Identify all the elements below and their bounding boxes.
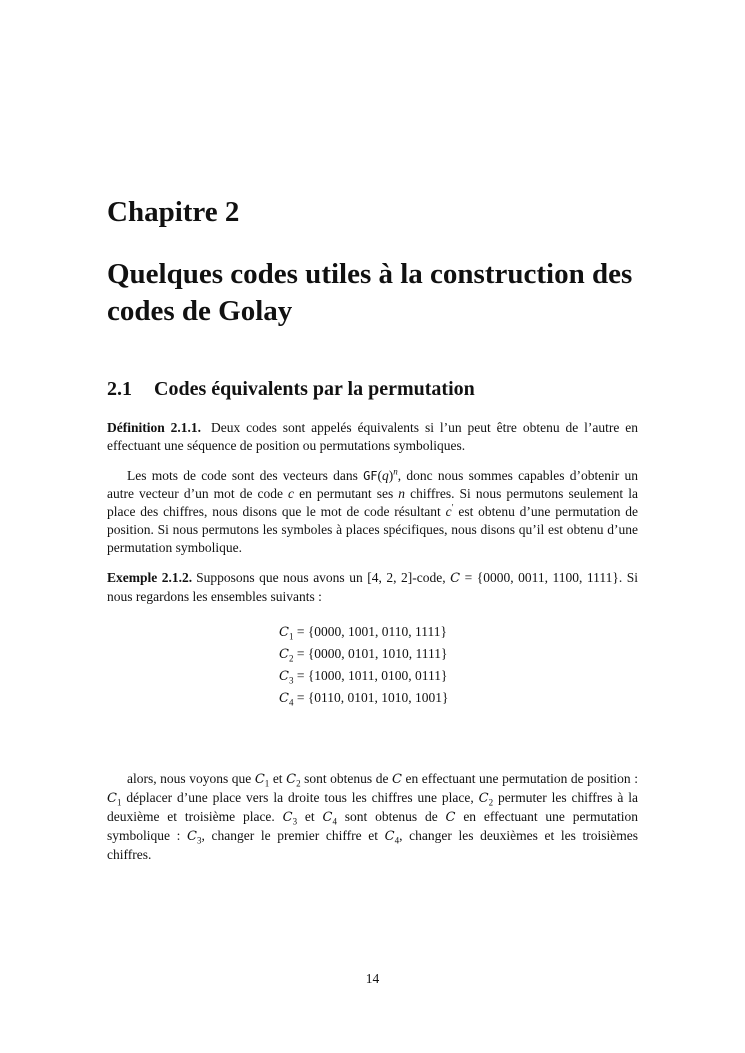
math-subscript: 1: [116, 797, 122, 808]
math-q: q: [382, 468, 389, 483]
chapter-title: Quelques codes utiles à la construction des codes de Golay: [107, 258, 633, 327]
definition-paragraph: [107, 419, 638, 455]
text-run: et: [269, 771, 287, 786]
section-heading: [107, 376, 475, 402]
equation-row: [279, 621, 539, 643]
math-paren: (: [377, 468, 383, 483]
math-code-symbol: C: [445, 810, 456, 825]
math-code-symbol: C: [107, 791, 117, 806]
math-c: c: [288, 486, 295, 501]
math-subscript: 1: [288, 631, 294, 642]
math-subscript: 2: [296, 778, 301, 789]
text-run: , donc nous sommes capables d’obtenir un autre vecteur d’un mot de code: [107, 468, 638, 501]
math-subscript: 4: [332, 816, 337, 827]
math-set: = {0000, 0101, 1010, 1111}: [293, 646, 448, 661]
math-prime: ′: [451, 502, 454, 513]
math-set: = {0000, 1001, 0110, 1111}: [293, 624, 448, 639]
page-number: 14: [365, 971, 380, 986]
text-run: Supposons que nous avons un: [196, 570, 368, 585]
math-code-symbol: C: [187, 829, 197, 844]
text-run: et: [297, 809, 323, 824]
math-code-symbol: C: [279, 691, 289, 706]
definition-text: Deux codes sont appelés équivalents si l’un peut être obtenu de l’autre en effectuant une séquence de position ou permutations symboliques.: [107, 420, 639, 453]
math-code-symbol: C: [478, 791, 489, 806]
text-run: , changer le premier chiffre et: [201, 828, 385, 843]
math-subscript: 3: [288, 675, 294, 686]
equation-row: [279, 643, 539, 665]
math-code-symbol: C: [286, 772, 297, 787]
equation-row: [279, 665, 539, 687]
text-run: en effectuant une permutation symbolique :: [107, 809, 638, 843]
math-code-symbol: C: [279, 669, 289, 684]
math-subscript: 3: [197, 835, 202, 846]
math-subscript: 2: [288, 653, 294, 664]
text-run: Si nous regardons les ensembles suivants :: [107, 570, 638, 604]
math-set: = {1000, 1011, 0100, 0111}: [293, 668, 448, 683]
math-code-definition: = {0000, 0011, 1100, 1111}.: [460, 570, 623, 585]
math-subscript: 4: [288, 697, 294, 708]
math-code-params: [4, 2, 2]: [367, 570, 413, 585]
text-run: , changer les deuxièmes et les troisièmes chiffres.: [107, 828, 638, 862]
math-code-symbol: C: [322, 810, 333, 825]
body-paragraph-2: [107, 770, 638, 864]
math-code-symbol: C: [384, 829, 395, 844]
text-run: -code,: [412, 570, 451, 585]
math-subscript: 3: [292, 816, 298, 827]
math-code-symbol: C: [392, 772, 402, 787]
equation-block: [279, 621, 539, 709]
example-paragraph: [107, 569, 638, 606]
example-label: Exemple 2.1.2.: [107, 570, 193, 585]
math-subscript: 1: [264, 778, 270, 789]
math-code-symbol: C: [282, 810, 293, 825]
text-run: alors, nous voyons que: [127, 771, 255, 786]
math-code-symbol: C: [279, 625, 289, 640]
text-run: permuter les chiffres à la deuxième et troisième place.: [107, 790, 638, 824]
math-code-symbol: C: [254, 772, 265, 787]
text-run: sont obtenus de: [336, 809, 446, 824]
text-run: chiffres. Si nous permutons seulement la place des chiffres, nous disons que le mot de code résultant: [107, 486, 638, 519]
math-code-symbol: C: [279, 647, 289, 662]
math-paren: ): [388, 468, 394, 483]
section-number: 2.1: [107, 378, 132, 400]
section-title: Codes équivalents par la permutation: [154, 378, 475, 400]
text-run: en permutant ses: [294, 486, 399, 501]
definition-label: Définition 2.1.1.: [107, 420, 202, 435]
math-c-prime: c: [445, 504, 452, 519]
math-superscript-n: n: [393, 466, 398, 477]
text-run: sont obtenus de: [300, 771, 392, 786]
math-set: = {0110, 0101, 1010, 1001}: [293, 690, 449, 705]
math-n: n: [398, 486, 406, 501]
math-code-c: C: [450, 571, 461, 586]
math-gf: GF: [363, 469, 378, 483]
math-subscript: 2: [488, 797, 494, 808]
equation-row: [279, 687, 539, 709]
text-run: est obtenu d’une permutation de position. Si nous permutons les symboles à places spécifiques, nous disons qu’il est obtenu d’une permutation symbolique.: [107, 504, 638, 555]
text-run: déplacer d’une place vers la droite tous les chiffres une place,: [121, 790, 479, 805]
text-run: en effectuant une permutation de position :: [401, 771, 638, 786]
body-paragraph-1: [107, 467, 638, 557]
math-subscript: 4: [394, 835, 400, 846]
chapter-label: Chapitre 2: [107, 196, 240, 228]
text-run: Les mots de code sont des vecteurs dans: [127, 468, 364, 483]
